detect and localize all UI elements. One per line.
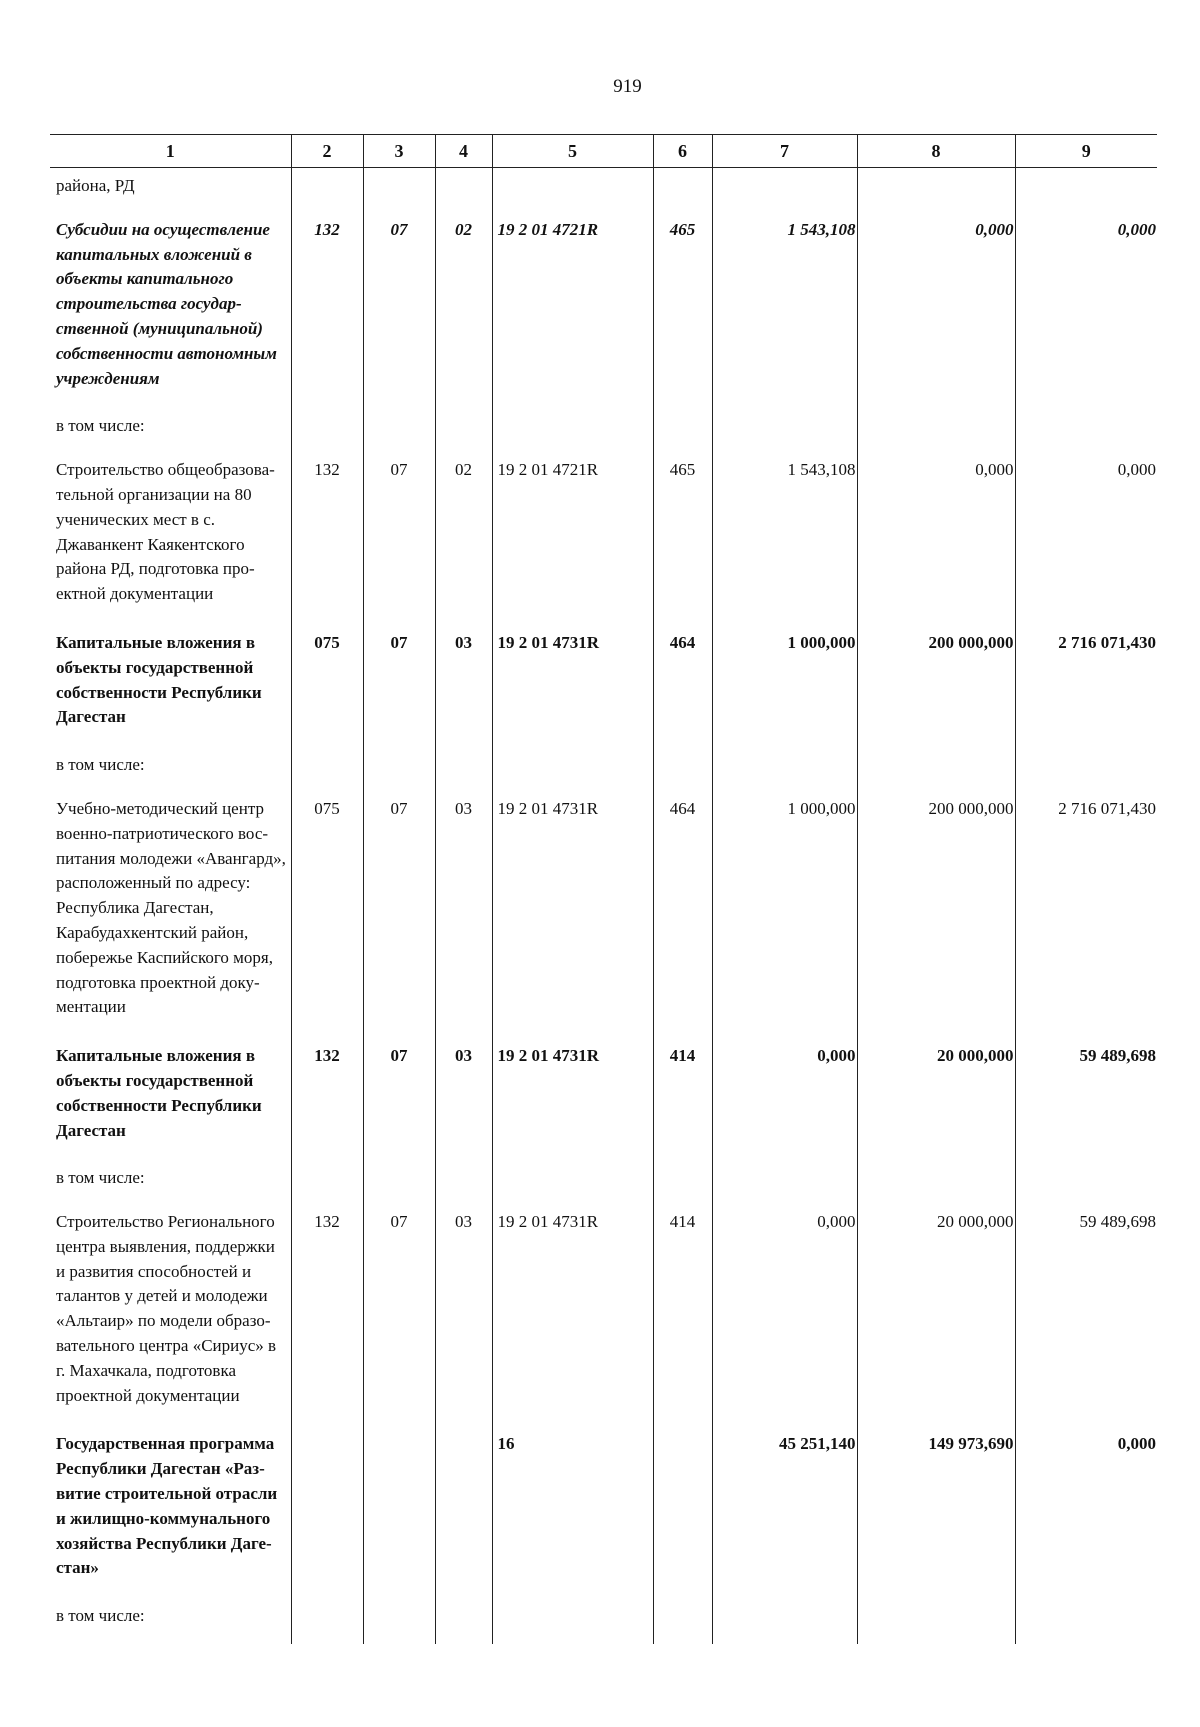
col7-cell bbox=[712, 168, 857, 211]
col4-cell bbox=[435, 408, 492, 451]
col8-cell: 20 000,000 bbox=[857, 1037, 1015, 1160]
col2-cell bbox=[291, 1160, 363, 1203]
col9-cell: 0,000 bbox=[1015, 211, 1157, 409]
col3-cell bbox=[363, 1598, 435, 1644]
col3-cell: 07 bbox=[363, 790, 435, 1037]
column-header: 4 bbox=[435, 135, 492, 168]
col6-cell bbox=[653, 747, 712, 790]
col4-cell bbox=[435, 1425, 492, 1598]
col9-cell: 0,000 bbox=[1015, 451, 1157, 624]
col2-cell: 132 bbox=[291, 1203, 363, 1425]
column-header: 7 bbox=[712, 135, 857, 168]
page-number: 919 bbox=[613, 76, 642, 97]
col6-cell bbox=[653, 1425, 712, 1598]
table-row bbox=[50, 1598, 1157, 1644]
col2-cell: 132 bbox=[291, 1037, 363, 1160]
col6-cell: 414 bbox=[653, 1203, 712, 1425]
col4-cell bbox=[435, 1598, 492, 1644]
col3-cell bbox=[363, 1425, 435, 1598]
column-header: 5 bbox=[492, 135, 653, 168]
col6-cell: 465 bbox=[653, 211, 712, 409]
col6-cell: 465 bbox=[653, 451, 712, 624]
col5-cell bbox=[492, 747, 653, 790]
col7-cell: 1 543,108 bbox=[712, 451, 857, 624]
row-name-cell: Капитальные вложения в объекты государственной собственности Республики Дагестан bbox=[56, 1046, 262, 1140]
col7-cell: 0,000 bbox=[712, 1037, 857, 1160]
column-header: 3 bbox=[363, 135, 435, 168]
col4-cell: 02 bbox=[435, 211, 492, 409]
col5-cell: 19 2 01 4721R bbox=[492, 451, 653, 624]
row-name-cell: Строительство общеобразовательной организации на 80 ученических мест в с. Джаванкент Каякентского района РД, подготовка проектной документации bbox=[56, 460, 275, 604]
col5-cell bbox=[492, 408, 653, 451]
col4-cell bbox=[435, 747, 492, 790]
col8-cell: 200 000,000 bbox=[857, 790, 1015, 1037]
col8-cell: 0,000 bbox=[857, 211, 1015, 409]
col8-cell bbox=[857, 747, 1015, 790]
row-name-cell: в том числе: bbox=[56, 755, 145, 775]
col6-cell bbox=[653, 1160, 712, 1203]
col7-cell: 0,000 bbox=[712, 1203, 857, 1425]
table-row bbox=[50, 790, 1157, 1037]
col8-cell: 200 000,000 bbox=[857, 624, 1015, 747]
table-row bbox=[50, 1203, 1157, 1425]
table-row bbox=[50, 624, 1157, 747]
row-name-cell: в том числе: bbox=[56, 1168, 145, 1188]
col5-cell: 19 2 01 4721R bbox=[492, 211, 653, 409]
col8-cell bbox=[857, 1598, 1015, 1644]
col2-cell: 132 bbox=[291, 211, 363, 409]
col3-cell: 07 bbox=[363, 624, 435, 747]
col3-cell: 07 bbox=[363, 451, 435, 624]
col4-cell: 02 bbox=[435, 451, 492, 624]
col5-cell bbox=[492, 168, 653, 211]
col9-cell: 2 716 071,430 bbox=[1015, 624, 1157, 747]
column-header: 8 bbox=[857, 135, 1015, 168]
col7-cell: 45 251,140 bbox=[712, 1425, 857, 1598]
col5-cell: 19 2 01 4731R bbox=[492, 1037, 653, 1160]
table-header-row bbox=[50, 135, 1157, 168]
col6-cell bbox=[653, 168, 712, 211]
table-row bbox=[50, 211, 1157, 409]
col2-cell bbox=[291, 1598, 363, 1644]
row-name-cell: Государственная программа Республики Дагестан «Развитие строительной отрасли и жилищно-коммунального хозяйства Республики Дагестан» bbox=[56, 1434, 278, 1578]
col9-cell bbox=[1015, 408, 1157, 451]
table-row bbox=[50, 747, 1157, 790]
col3-cell: 07 bbox=[363, 211, 435, 409]
col2-cell bbox=[291, 1425, 363, 1598]
col8-cell: 149 973,690 bbox=[857, 1425, 1015, 1598]
col7-cell: 1 000,000 bbox=[712, 624, 857, 747]
col6-cell: 414 bbox=[653, 1037, 712, 1160]
col4-cell: 03 bbox=[435, 1203, 492, 1425]
col9-cell bbox=[1015, 168, 1157, 211]
col9-cell: 59 489,698 bbox=[1015, 1037, 1157, 1160]
col9-cell bbox=[1015, 747, 1157, 790]
col5-cell bbox=[492, 1598, 653, 1644]
col3-cell: 07 bbox=[363, 1037, 435, 1160]
row-name-cell: в том числе: bbox=[56, 1606, 145, 1626]
col6-cell bbox=[653, 1598, 712, 1644]
col7-cell: 1 543,108 bbox=[712, 211, 857, 409]
col5-cell bbox=[492, 1160, 653, 1203]
column-header: 6 bbox=[653, 135, 712, 168]
col2-cell bbox=[291, 168, 363, 211]
row-name-cell: Капитальные вложения в объекты государственной собственности Республики Дагестан bbox=[56, 632, 262, 727]
col9-cell: 59 489,698 bbox=[1015, 1203, 1157, 1425]
col2-cell bbox=[291, 408, 363, 451]
col3-cell bbox=[363, 408, 435, 451]
col5-cell: 19 2 01 4731R bbox=[492, 624, 653, 747]
column-header: 1 bbox=[50, 135, 291, 168]
col3-cell: 07 bbox=[363, 1203, 435, 1425]
col2-cell bbox=[291, 747, 363, 790]
col7-cell bbox=[712, 1598, 857, 1644]
table-row bbox=[50, 1425, 1157, 1598]
col4-cell bbox=[435, 168, 492, 211]
col4-cell bbox=[435, 1160, 492, 1203]
col2-cell: 132 bbox=[291, 451, 363, 624]
col2-cell: 075 bbox=[291, 624, 363, 747]
col7-cell bbox=[712, 1160, 857, 1203]
budget-table bbox=[50, 134, 1157, 1644]
table-row bbox=[50, 408, 1157, 451]
col3-cell bbox=[363, 1160, 435, 1203]
col8-cell bbox=[857, 408, 1015, 451]
col9-cell: 2 716 071,430 bbox=[1015, 790, 1157, 1037]
col9-cell: 0,000 bbox=[1015, 1425, 1157, 1598]
table-row bbox=[50, 1160, 1157, 1203]
col5-cell: 19 2 01 4731R bbox=[492, 1203, 653, 1425]
row-name-cell: Учебно-методический центр военно-патриотического воспитания молодежи «Авангард», расположенный по адресу: Республика Дагестан, Карабудахкентский район, побережье Каспийского моря, подготовка проектной документации bbox=[56, 798, 286, 1017]
column-header: 9 bbox=[1015, 135, 1157, 168]
column-header: 2 bbox=[291, 135, 363, 168]
col5-cell: 16 bbox=[492, 1425, 653, 1598]
col6-cell bbox=[653, 408, 712, 451]
col5-cell: 19 2 01 4731R bbox=[492, 790, 653, 1037]
col4-cell: 03 bbox=[435, 790, 492, 1037]
col8-cell: 0,000 bbox=[857, 451, 1015, 624]
col4-cell: 03 bbox=[435, 1037, 492, 1160]
row-name-cell: Субсидии на осуществление капитальных вложений в объекты капитального строительства государственной (муниципальной) собственности автономным учреждениям bbox=[56, 219, 277, 388]
col7-cell: 1 000,000 bbox=[712, 790, 857, 1037]
col7-cell bbox=[712, 408, 857, 451]
col8-cell: 20 000,000 bbox=[857, 1203, 1015, 1425]
col8-cell bbox=[857, 168, 1015, 211]
col2-cell: 075 bbox=[291, 790, 363, 1037]
col7-cell bbox=[712, 747, 857, 790]
col9-cell bbox=[1015, 1598, 1157, 1644]
col4-cell: 03 bbox=[435, 624, 492, 747]
table-row bbox=[50, 1037, 1157, 1160]
col6-cell: 464 bbox=[653, 624, 712, 747]
row-name-cell: в том числе: bbox=[56, 416, 145, 436]
row-name-cell: Строительство Регионального центра выявления, поддержки и развития способностей и талантов у детей и молодежи «Альтаир» по модели образовательного центра «Сириус» в г. Махачкала, подготовка проектной документации bbox=[56, 1212, 277, 1405]
col3-cell bbox=[363, 168, 435, 211]
table-row bbox=[50, 168, 1157, 211]
col8-cell bbox=[857, 1160, 1015, 1203]
col9-cell bbox=[1015, 1160, 1157, 1203]
row-name-cell: района, РД bbox=[56, 176, 135, 195]
table-row bbox=[50, 451, 1157, 624]
col6-cell: 464 bbox=[653, 790, 712, 1037]
col3-cell bbox=[363, 747, 435, 790]
